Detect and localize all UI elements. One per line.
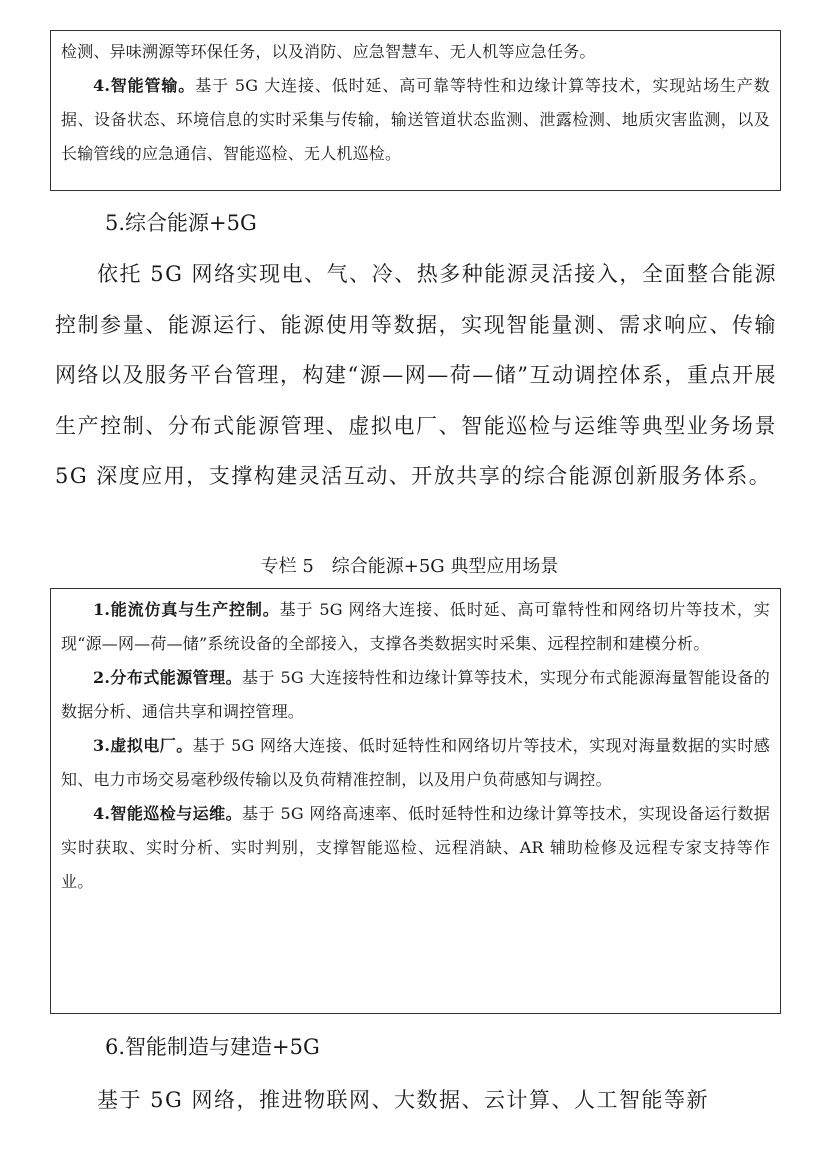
item-title: 4.智能管输。 bbox=[93, 76, 196, 95]
box-5-item bbox=[61, 593, 770, 661]
box-5-item bbox=[61, 661, 770, 729]
box-5-caption: 专栏 5 综合能源+5G 典型应用场景 bbox=[260, 556, 559, 577]
section-6-body: 基于 5G 网络，推进物联网、大数据、云计算、人工智能等新 bbox=[97, 1088, 709, 1112]
item-title: 2.分布式能源管理。 bbox=[93, 668, 243, 687]
item-title: 4.智能巡检与运维。 bbox=[93, 804, 243, 823]
box-5-item bbox=[61, 729, 770, 797]
section-6-heading: 6.智能制造与建造+5G bbox=[105, 1035, 320, 1059]
item-text: 基于 5G 网络大连接、低时延特性和网络切片等技术，实现对海量数据的实时感知、电力市场交易毫秒级传输以及负荷精准控制，以及用户负荷感知与调控。 bbox=[61, 736, 770, 789]
box-item-smart-pipeline bbox=[61, 69, 770, 171]
section-5-heading: 5.综合能源+5G bbox=[105, 211, 257, 235]
item-text: 基于 5G 大连接、低时延、高可靠等特性和边缘计算等技术，实现站场生产数据、设备状态、环境信息的实时采集与传输，输送管道状态监测、泄露检测、地质灾害监测，以及长输管线的应急通信、智能巡检、无人机巡检。 bbox=[61, 76, 770, 163]
item-title: 3.虚拟电厂。 bbox=[93, 736, 193, 755]
box-line-continuation: 检测、异味溯源等环保任务，以及消防、应急智慧车、无人机等应急任务。 bbox=[61, 42, 596, 61]
box-5-item bbox=[61, 797, 770, 899]
item-text: 基于 5G 网络高速率、低时延特性和边缘计算等技术，实现设备运行数据实时获取、实时分析、实时判别，支撑智能巡检、远程消缺、AR 辅助检修及远程专家支持等作业。 bbox=[61, 804, 770, 891]
item-text: 基于 5G 网络大连接、低时延、高可靠特性和网络切片等技术，实现“源—网—荷—储”系统设备的全部接入，支撑各类数据实时采集、远程控制和建模分析。 bbox=[61, 600, 770, 653]
box-5-scenarios bbox=[50, 588, 781, 1014]
item-text: 基于 5G 大连接特性和边缘计算等技术，实现分布式能源海量智能设备的数据分析、通信共享和调控管理。 bbox=[61, 668, 770, 721]
section-5-body: 依托 5G 网络实现电、气、冷、热多种能源灵活接入，全面整合能源控制参量、能源运行、能源使用等数据，实现智能量测、需求响应、传输网络以及服务平台管理，构建“源—网—荷—储”互动调控体系，重点开展生产控制、分布式能源管理、虚拟电厂、智能巡检与运维等典型业务场景 5G 深度应用，支撑构建灵活互动、开放共享的综合能源创新服务体系。 bbox=[55, 262, 777, 488]
top-scenario-box bbox=[50, 30, 781, 191]
item-title: 1.能流仿真与生产控制。 bbox=[93, 600, 280, 619]
